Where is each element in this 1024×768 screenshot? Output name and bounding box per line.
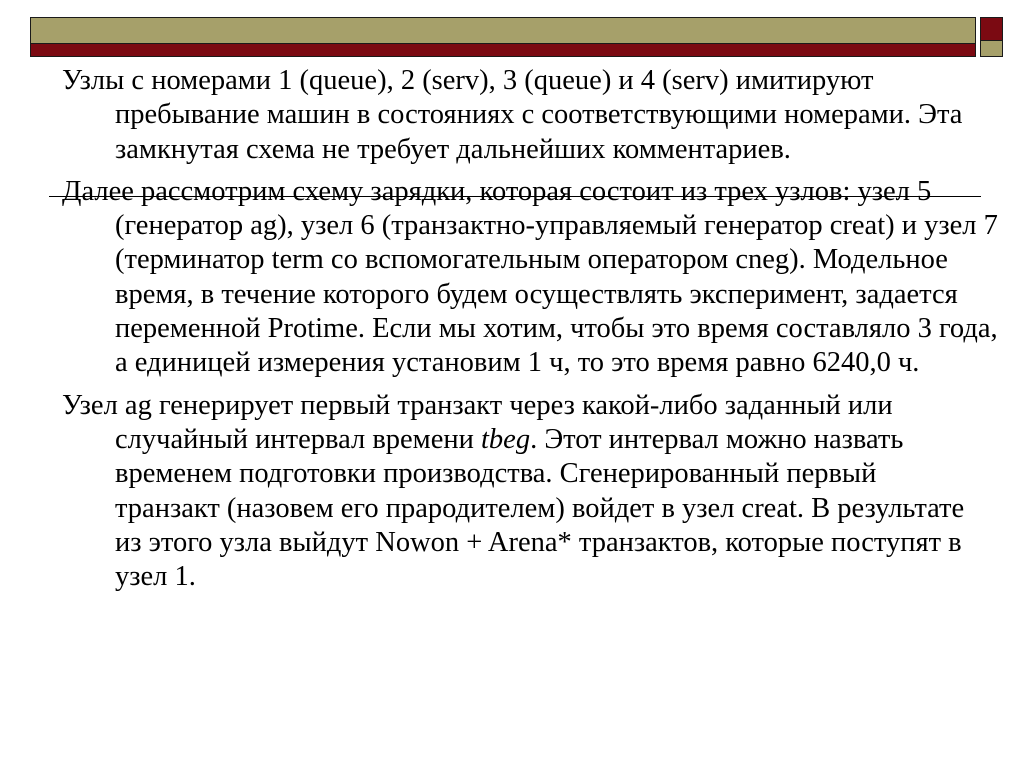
paragraph-3-italic-term: tbeg	[481, 423, 531, 455]
slide-body	[62, 64, 998, 594]
paragraph-3	[62, 389, 975, 595]
paragraph-2: Далее рассмотрим схему зарядки, которая состоит из трех узлов: узел 5 (генератор ag), узел 6 (транзактно-управляемый генератор creat) и узел 7 (терминатор term со вспомогательным оператором cneg). Модельное время, в течение которого будем осуществлять эксперимент, задается переменной Protime. Если мы хотим, чтобы это время составляло 3 года, а единицей измерения установим 1 ч, то это время равно 6240,0 ч.	[62, 175, 998, 379]
paragraph-1: Узлы с номерами 1 (queue), 2 (serv), 3 (queue) и 4 (serv) имитируют пребывание машин в состояниях с соответствующими номерами. Эта замкнутая схема не требует дальнейших комментариев.	[62, 65, 963, 165]
corner-square-olive	[980, 41, 1003, 57]
paragraph-divider	[49, 196, 981, 197]
header-bar-maroon	[30, 44, 976, 57]
corner-square-maroon	[980, 17, 1003, 41]
header-bar-olive	[30, 17, 976, 44]
paragraph-3-text-end: . Этот интервал можно назвать временем подготовки производства. Сгенерированный первый транзакт (назовем его прародителем) войдет в узел creat. В результате из этого узла выйдут Nowon + Arena* транзактов, которые поступят в узел 1.	[115, 423, 965, 593]
paragraph-3-text-start: Узел ag генерирует первый транзакт через какой-либо заданный или случайный интервал времени	[62, 389, 893, 455]
